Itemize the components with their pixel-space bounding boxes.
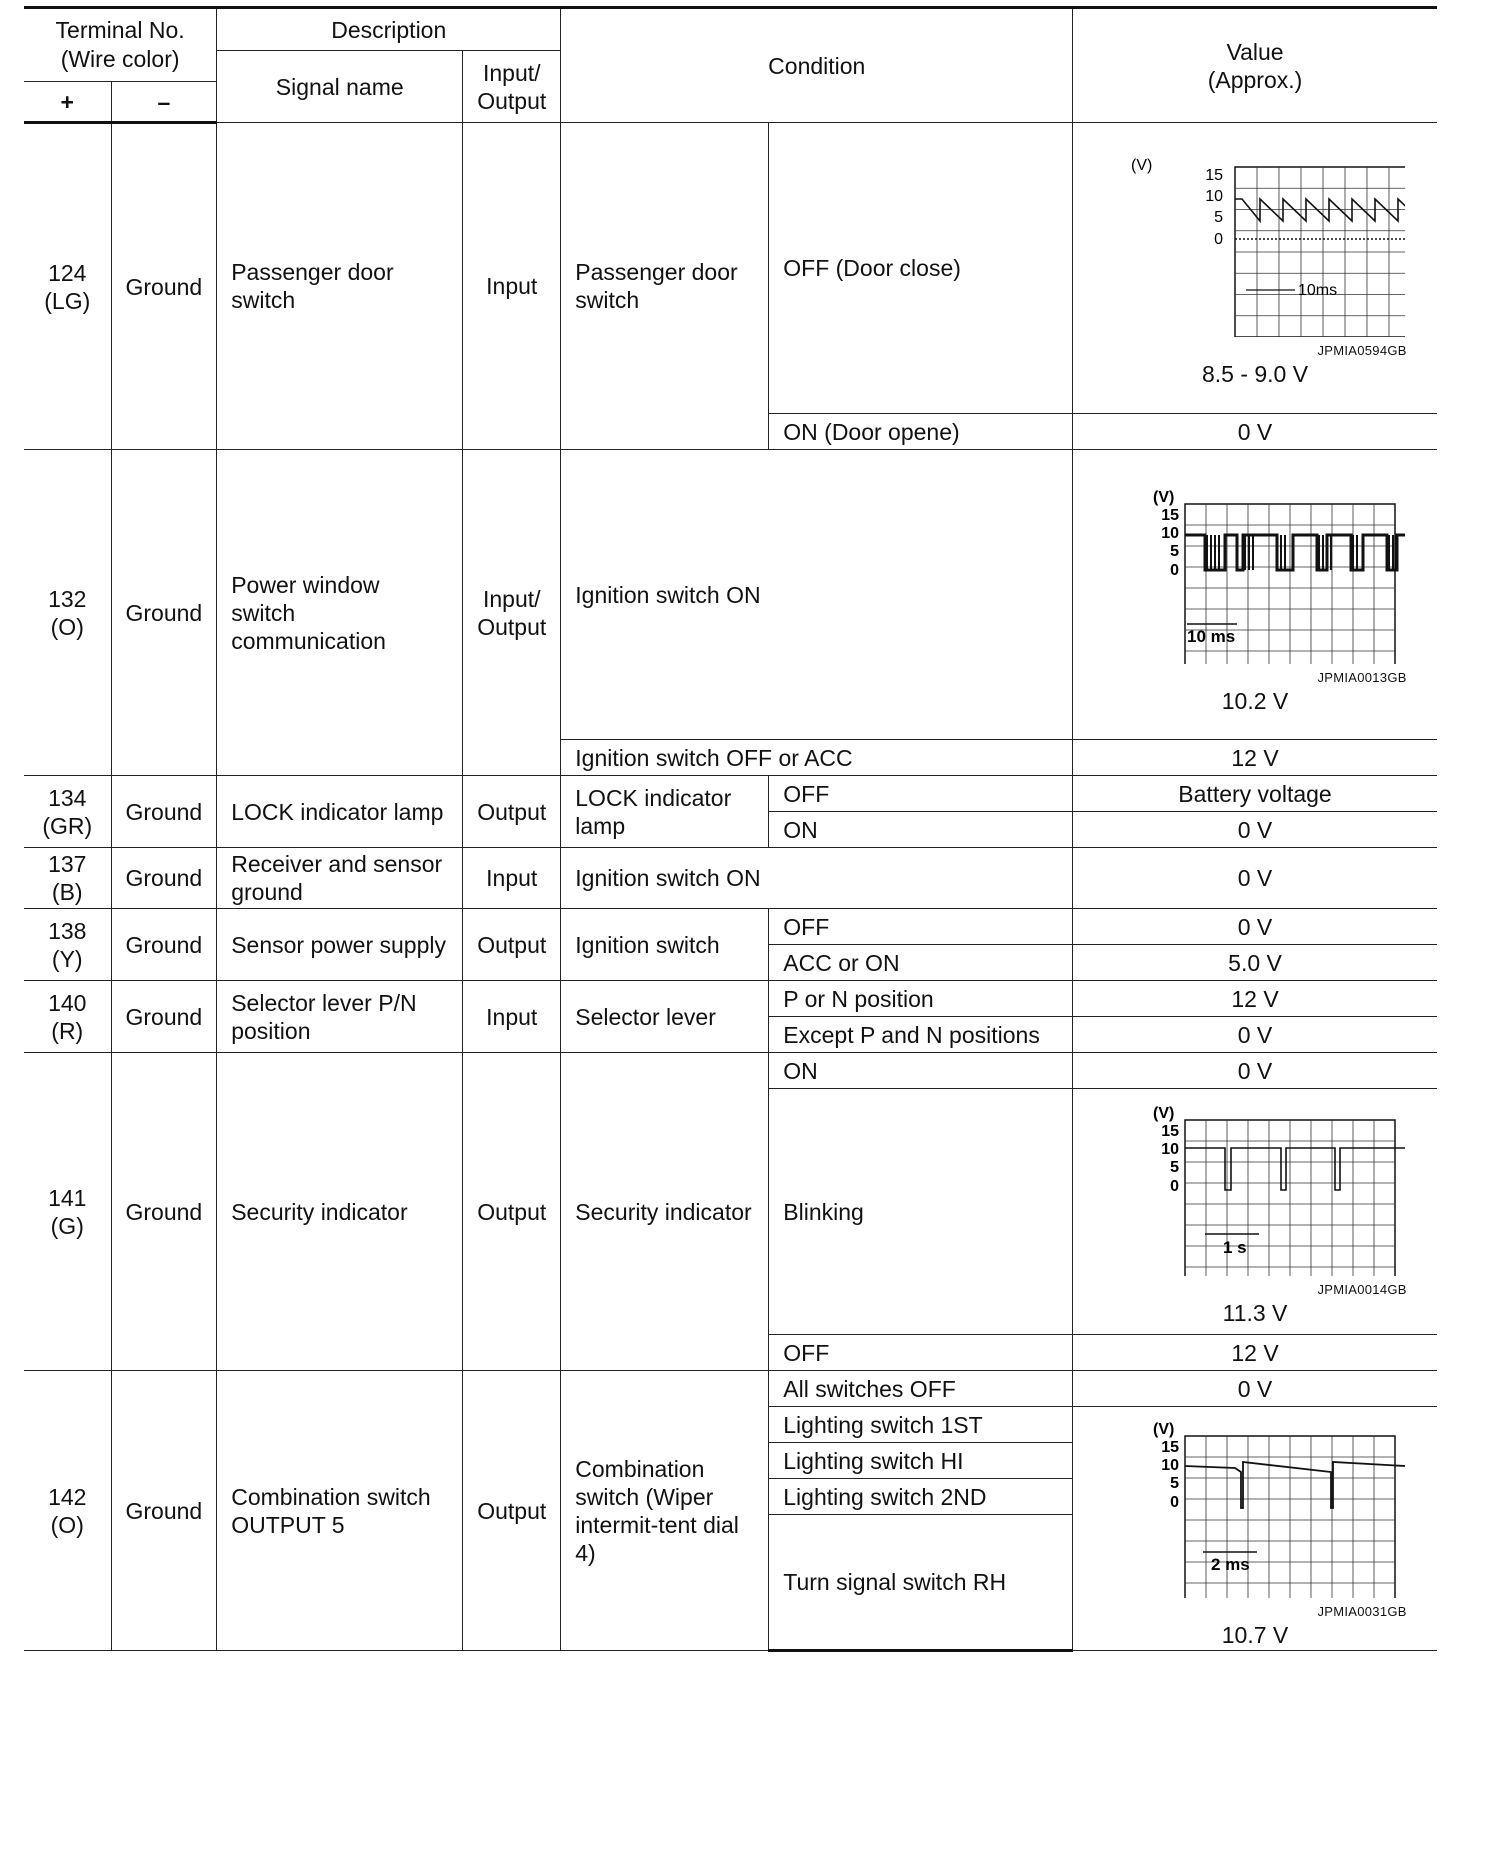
terminal-header: Terminal No. (Wire color) xyxy=(24,8,217,82)
time-label: 10 ms xyxy=(1187,626,1236,646)
sub-141-blinking: Blinking xyxy=(769,1089,1073,1335)
sub-138-on: ACC or ON xyxy=(769,945,1073,981)
ground-132: Ground xyxy=(111,450,217,776)
val-142-all-off: 0 V xyxy=(1073,1371,1437,1407)
sub-124-on: ON (Door opene) xyxy=(769,414,1073,450)
signal-134: LOCK indicator lamp xyxy=(217,776,463,848)
val-124-on: 0 V xyxy=(1073,414,1437,450)
tick-5: 5 xyxy=(1214,209,1224,226)
waveform-132 xyxy=(1105,474,1405,664)
condition-138: Ignition switch xyxy=(561,909,769,981)
terminal-137: 137 (B) xyxy=(24,848,111,909)
condition-141: Security indicator xyxy=(561,1053,769,1371)
signal-141: Security indicator xyxy=(217,1053,463,1371)
time-label: 1 s xyxy=(1223,1237,1247,1257)
io-142: Output xyxy=(463,1371,561,1651)
condition-140: Selector lever xyxy=(561,981,769,1053)
time-label: 2 ms xyxy=(1211,1554,1250,1574)
val-132-on: 10.2 V xyxy=(1221,687,1289,714)
wave-unit: (V) xyxy=(1131,157,1153,174)
io-124: Input xyxy=(463,123,561,450)
val-141-on: 0 V xyxy=(1073,1053,1437,1089)
sub-142-all-off: All switches OFF xyxy=(769,1371,1073,1407)
signal-142: Combination switch OUTPUT 5 xyxy=(217,1371,463,1651)
tick-0: 0 xyxy=(1170,1177,1180,1195)
terminal-124: 124 (LG) xyxy=(24,123,111,450)
sub-142-turn-rh: Turn signal switch RH xyxy=(769,1515,1073,1651)
terminal-140: 140 (R) xyxy=(24,981,111,1053)
ground-141: Ground xyxy=(111,1053,217,1371)
condition-137: Ignition switch ON xyxy=(561,848,1073,909)
terminal-134: 134 (GR) xyxy=(24,776,111,848)
terminal-138: 138 (Y) xyxy=(24,909,111,981)
plus-header: + xyxy=(24,82,111,123)
io-header: Input/ Output xyxy=(463,51,561,123)
wave-unit: (V) xyxy=(1153,1420,1175,1438)
ground-124: Ground xyxy=(111,123,217,450)
tick-0: 0 xyxy=(1170,1493,1180,1511)
condition-header: Condition xyxy=(561,8,1073,123)
scope-grid xyxy=(1185,1120,1395,1276)
io-141: Output xyxy=(463,1053,561,1371)
tick-5: 5 xyxy=(1170,542,1180,560)
wave-trace xyxy=(1185,1148,1405,1190)
ref-132: JPMIA0013GB xyxy=(1317,669,1407,685)
waveform-124 xyxy=(1105,147,1405,337)
tick-15: 15 xyxy=(1161,1438,1180,1456)
waveform-142 xyxy=(1105,1408,1405,1598)
val-140-except: 0 V xyxy=(1073,1017,1437,1053)
val-140-pn: 12 V xyxy=(1073,981,1437,1017)
value-142-wave xyxy=(1073,1407,1437,1651)
sub-138-off: OFF xyxy=(769,909,1073,945)
ref-142: JPMIA0031GB xyxy=(1317,1603,1407,1619)
sub-141-off: OFF xyxy=(769,1335,1073,1371)
terminal-table xyxy=(24,6,1437,1652)
condition-142: Combination switch (Wiper intermit-tent dial 4) xyxy=(561,1371,769,1651)
waveform-141 xyxy=(1105,1096,1405,1276)
val-132-off: 12 V xyxy=(1073,740,1437,776)
tick-10: 10 xyxy=(1161,1140,1180,1158)
io-132: Input/ Output xyxy=(463,450,561,776)
tick-10: 10 xyxy=(1205,188,1224,205)
val-134-on: 0 V xyxy=(1073,812,1437,848)
wave-trace xyxy=(1185,535,1405,570)
terminal-132: 132 (O) xyxy=(24,450,111,776)
ref-141: JPMIA0014GB xyxy=(1317,1281,1407,1297)
val-138-on: 5.0 V xyxy=(1073,945,1437,981)
tick-5: 5 xyxy=(1170,1474,1180,1492)
tick-0: 0 xyxy=(1170,561,1180,579)
ground-137: Ground xyxy=(111,848,217,909)
scope-grid xyxy=(1235,167,1405,337)
sub-124-off: OFF (Door close) xyxy=(769,123,1073,414)
terminal-142: 142 (O) xyxy=(24,1371,111,1651)
tick-0: 0 xyxy=(1214,231,1224,248)
tick-10: 10 xyxy=(1161,1456,1180,1474)
terminal-141: 141 (G) xyxy=(24,1053,111,1371)
io-140: Input xyxy=(463,981,561,1053)
signal-124: Passenger door switch xyxy=(217,123,463,450)
sub-142-2nd: Lighting switch 2ND xyxy=(769,1479,1073,1515)
sub-140-pn: P or N position xyxy=(769,981,1073,1017)
tick-15: 15 xyxy=(1161,506,1180,524)
value-141-blinking xyxy=(1073,1089,1437,1335)
sub-140-except: Except P and N positions xyxy=(769,1017,1073,1053)
io-138: Output xyxy=(463,909,561,981)
val-138-off: 0 V xyxy=(1073,909,1437,945)
val-137: 0 V xyxy=(1073,848,1437,909)
wave-trace xyxy=(1185,1462,1405,1508)
signal-name-header: Signal name xyxy=(217,51,463,123)
wave-unit: (V) xyxy=(1153,1104,1175,1122)
value-header: Value (Approx.) xyxy=(1073,8,1437,123)
tick-15: 15 xyxy=(1161,1122,1180,1140)
ground-142: Ground xyxy=(111,1371,217,1651)
ground-140: Ground xyxy=(111,981,217,1053)
val-134-off: Battery voltage xyxy=(1073,776,1437,812)
wave-unit: (V) xyxy=(1153,488,1175,506)
io-134: Output xyxy=(463,776,561,848)
io-137: Input xyxy=(463,848,561,909)
signal-138: Sensor power supply xyxy=(217,909,463,981)
condition-134: LOCK indicator lamp xyxy=(561,776,769,848)
signal-137: Receiver and sensor ground xyxy=(217,848,463,909)
minus-header: – xyxy=(111,82,217,123)
sub-142-hi: Lighting switch HI xyxy=(769,1443,1073,1479)
sub-134-off: OFF xyxy=(769,776,1073,812)
ref-124: JPMIA0594GB xyxy=(1317,343,1407,358)
tick-15: 15 xyxy=(1205,167,1224,184)
ground-134: Ground xyxy=(111,776,217,848)
val-124-off: 8.5 - 9.0 V xyxy=(1201,361,1309,387)
sub-142-1st: Lighting switch 1ST xyxy=(769,1407,1073,1443)
val-141-off: 12 V xyxy=(1073,1335,1437,1371)
tick-5: 5 xyxy=(1170,1158,1180,1176)
signal-132: Power window switch communication xyxy=(217,450,463,776)
condition-132-off: Ignition switch OFF or ACC xyxy=(561,740,1073,776)
wave-trace xyxy=(1235,199,1405,221)
sub-134-on: ON xyxy=(769,812,1073,848)
tick-10: 10 xyxy=(1161,524,1180,542)
signal-140: Selector lever P/N position xyxy=(217,981,463,1053)
value-132-on xyxy=(1073,450,1437,740)
sub-141-on: ON xyxy=(769,1053,1073,1089)
ground-138: Ground xyxy=(111,909,217,981)
time-label: 10ms xyxy=(1298,282,1338,299)
condition-132-on: Ignition switch ON xyxy=(561,450,1073,740)
condition-124: Passenger door switch xyxy=(561,123,769,450)
value-124-off xyxy=(1073,123,1437,414)
description-header: Description xyxy=(217,8,561,51)
val-142-wave: 10.7 V xyxy=(1221,1621,1289,1648)
val-141-blinking: 11.3 V xyxy=(1222,1299,1288,1326)
